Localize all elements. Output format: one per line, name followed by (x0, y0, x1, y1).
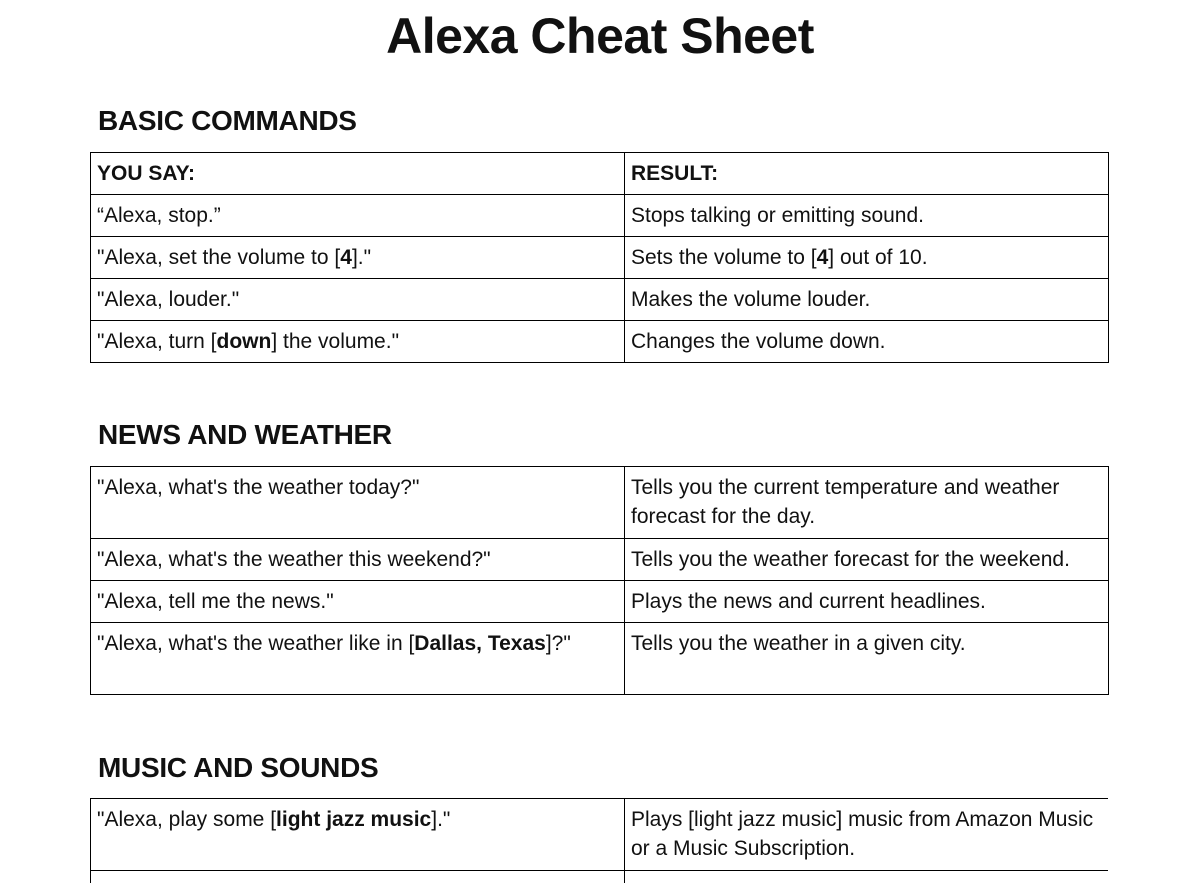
table-row (91, 799, 1109, 871)
table-row (91, 279, 1109, 321)
header-you-say: YOU SAY: (91, 153, 625, 195)
table-row (91, 321, 1109, 363)
result-text: Plays the news and current headlines. (631, 590, 986, 613)
result-cell (625, 581, 1109, 623)
command-text: "Alexa, louder." (97, 288, 240, 311)
result-cell (625, 799, 1109, 871)
result-text-emphasis: 4 (816, 246, 829, 269)
command-text: “Alexa, stop.” (97, 204, 221, 227)
section-heading-basic-commands: BASIC COMMANDS (98, 105, 357, 136)
command-text: ]." (351, 246, 372, 269)
command-cell (91, 623, 625, 695)
news-and-weather-table (90, 466, 1109, 695)
command-text-emphasis: Dallas, Texas (414, 632, 546, 655)
section-heading-music-and-sounds: MUSIC AND SOUNDS (98, 752, 379, 783)
result-text: Plays [light jazz music] music from Amazon Music or a Music Subscription. (631, 808, 1094, 860)
result-text: Tells you the weather forecast for the weekend. (631, 548, 1070, 571)
table-row (91, 195, 1109, 237)
music-and-sounds-table (90, 798, 1108, 883)
result-text: Tells you the current temperature and weather forecast for the day. (631, 476, 1060, 528)
command-cell (91, 467, 625, 539)
command-text: "Alexa, what's the weather this weekend?" (97, 548, 491, 571)
command-text-emphasis: down (216, 330, 272, 353)
command-cell (91, 539, 625, 581)
result-cell (625, 279, 1109, 321)
result-cell (625, 321, 1109, 363)
result-cell (625, 195, 1109, 237)
table-header-row (91, 153, 1109, 195)
command-cell (91, 237, 625, 279)
command-text: ]." (431, 808, 451, 831)
command-text-emphasis: light jazz music (276, 808, 432, 831)
table-row (91, 467, 1109, 539)
command-text-emphasis: 4 (340, 246, 352, 269)
result-cell (625, 237, 1109, 279)
command-text: "Alexa, what's the weather like in [ (97, 632, 415, 655)
command-cell (91, 799, 625, 871)
header-result: RESULT: (625, 153, 1109, 195)
table-row (91, 539, 1109, 581)
section-heading-news-and-weather: NEWS AND WEATHER (98, 419, 392, 450)
table-row (91, 237, 1109, 279)
result-cell (625, 623, 1109, 695)
command-cell (91, 195, 625, 237)
command-text: "Alexa, play some [ (97, 808, 277, 831)
command-text: "Alexa, set the volume to [ (97, 246, 341, 269)
result-cell (625, 539, 1109, 581)
result-text: Stops talking or emitting sound. (631, 204, 924, 227)
table-row (91, 623, 1109, 695)
music-and-sounds-table-viewport (90, 798, 1108, 883)
result-cell (625, 467, 1109, 539)
command-text: "Alexa, what's the weather today?" (97, 476, 420, 499)
table-row (91, 871, 1109, 883)
result-text: Changes the volume down. (631, 330, 886, 353)
command-text: ]?" (545, 632, 571, 655)
command-text: "Alexa, tell me the news." (97, 590, 334, 613)
result-text: ] out of 10. (828, 246, 928, 269)
command-text: ] the volume." (271, 330, 400, 353)
command-cell (91, 871, 625, 883)
result-cell (625, 871, 1109, 883)
command-cell (91, 279, 625, 321)
result-text: Sets the volume to [ (631, 246, 817, 269)
page-title: Alexa Cheat Sheet (386, 8, 814, 64)
table-row (91, 581, 1109, 623)
command-cell (91, 581, 625, 623)
command-cell (91, 321, 625, 363)
result-text: Makes the volume louder. (631, 288, 871, 311)
command-text: "Alexa, turn [ (97, 330, 217, 353)
basic-commands-table (90, 152, 1109, 363)
result-text: Tells you the weather in a given city. (631, 632, 966, 655)
